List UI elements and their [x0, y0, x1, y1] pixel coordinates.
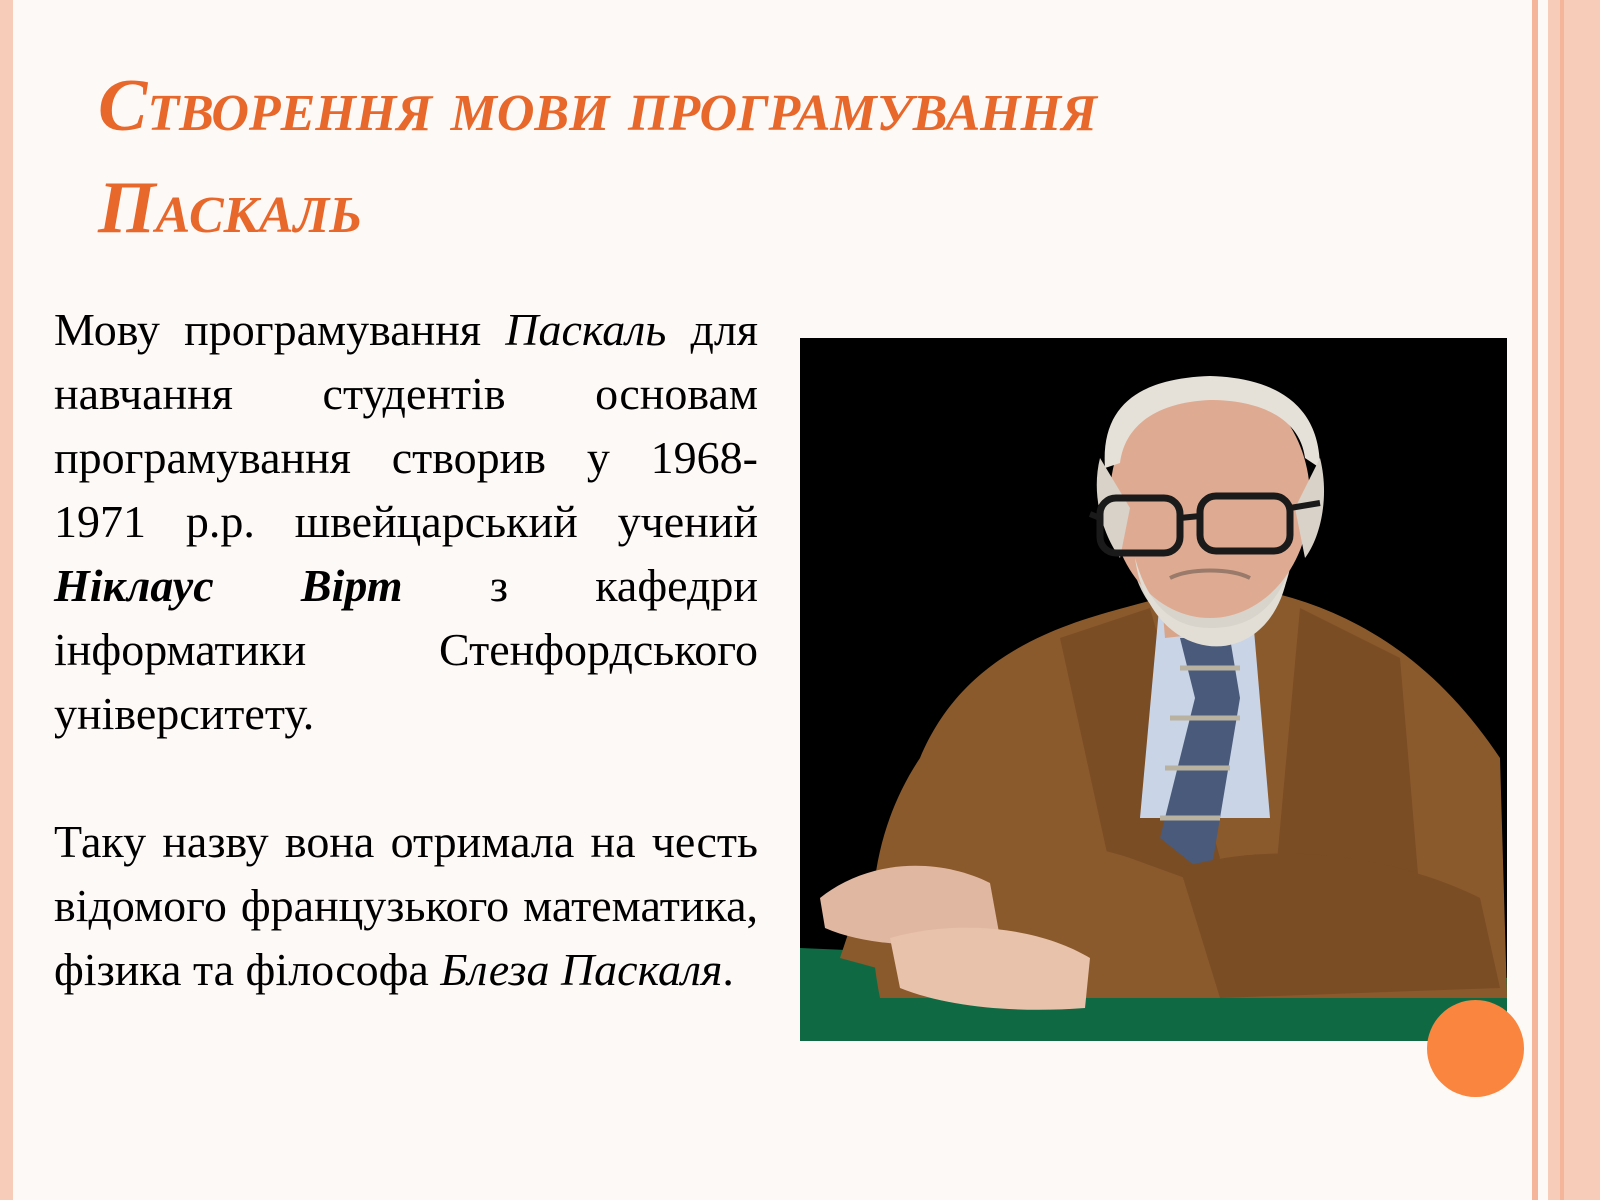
title-line-1: Створення мови програмування [98, 65, 1097, 147]
p1-text-2: для навчання студентів основам програмування створив у 1968-1971 р.р. швейцарський учений [54, 304, 758, 547]
portrait-photo [800, 338, 1507, 1041]
right-border-line [1560, 0, 1564, 1200]
paragraph-1 [54, 298, 758, 746]
accent-dot [1427, 1000, 1524, 1097]
right-border-inner [1532, 0, 1538, 1200]
p1-wirth-bold: Ніклаус Вірт [54, 560, 403, 611]
p2-text-1: Таку назву вона отримала на честь відомого французького математика, фізика та філософа [54, 816, 758, 995]
p1-text-1: Мову програмування [54, 304, 506, 355]
portrait-illustration [800, 338, 1507, 1041]
p2-text-2: . [722, 944, 734, 995]
p1-pascal-italic: Паскаль [505, 304, 667, 355]
p1-text-3: з кафедри інформатики Стенфордського університету. [54, 560, 758, 739]
slide-body [54, 298, 758, 1002]
right-border-outer [1548, 0, 1600, 1200]
paragraph-2 [54, 810, 758, 1002]
p2-blaise-italic: Блеза Паскаля [440, 944, 723, 995]
title-line-2: Паскаль [98, 167, 363, 249]
left-border [0, 0, 13, 1200]
slide-title [98, 55, 1448, 259]
